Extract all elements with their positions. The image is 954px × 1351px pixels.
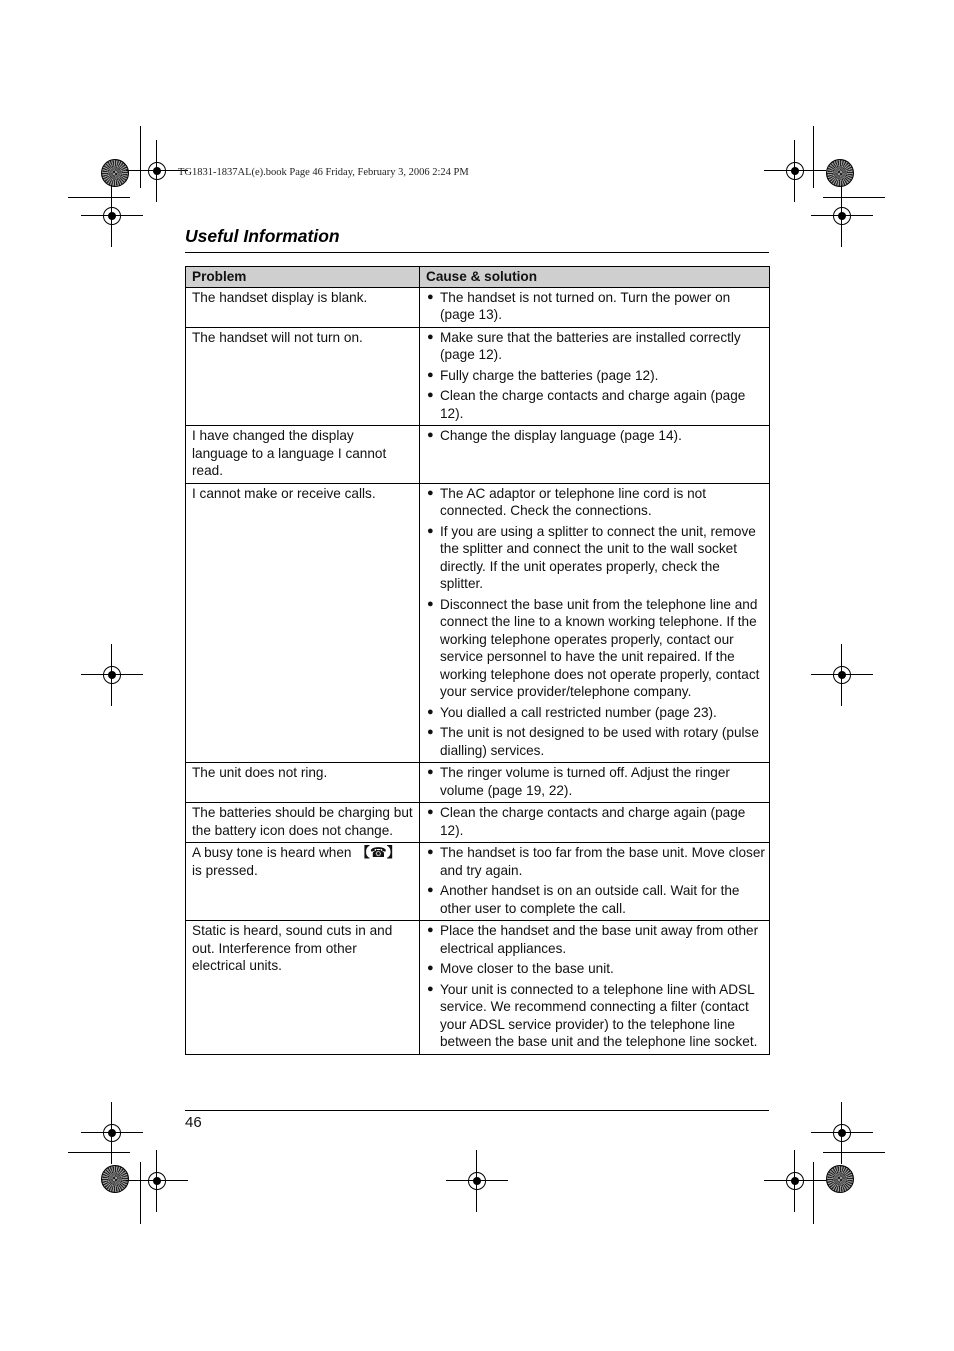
header-rule	[185, 252, 769, 253]
crosshair-mark	[831, 664, 853, 686]
solution-item	[427, 704, 765, 722]
crosshair-mark	[831, 1122, 853, 1144]
solution-cell	[420, 803, 770, 843]
table-row	[186, 763, 770, 803]
table-row	[186, 327, 770, 426]
bullet-icon: ●	[427, 429, 434, 441]
problem-text: A busy tone is heard when	[192, 845, 352, 860]
bullet-icon: ●	[427, 726, 434, 738]
solution-text: Make sure that the batteries are installed correctly (page 12).	[440, 329, 741, 362]
trim-line	[68, 1152, 130, 1153]
page-number: 46	[185, 1114, 202, 1131]
registration-rosette-top-right	[826, 159, 854, 187]
crosshair-mark	[146, 160, 168, 182]
solution-text: Change the display language (page 14).	[440, 428, 682, 443]
column-header-cause-solution: Cause & solution	[420, 267, 770, 288]
problem-cell: The unit does not ring.	[186, 763, 420, 803]
table-row	[186, 843, 770, 921]
bullet-icon: ●	[427, 884, 434, 896]
solution-text: Another handset is on an outside call. Wait for the other user to complete the call.	[440, 883, 740, 916]
trim-line	[140, 1162, 141, 1224]
bullet-icon: ●	[427, 368, 434, 381]
solution-item	[427, 882, 765, 917]
column-header-problem: Problem	[186, 267, 420, 288]
bullet-icon: ●	[427, 962, 434, 974]
footer-rule	[185, 1110, 769, 1111]
solution-text: Clean the charge contacts and charge again (page 12).	[440, 805, 746, 838]
solution-item	[427, 596, 765, 701]
registration-rosette-bottom-left	[101, 1165, 129, 1193]
trim-line	[823, 1152, 885, 1153]
trim-line	[68, 197, 130, 198]
solution-cell	[420, 426, 770, 484]
section-title: Useful Information	[185, 226, 340, 246]
bullet-icon: ●	[427, 766, 434, 778]
solution-item	[427, 844, 765, 879]
solution-text: Clean the charge contacts and charge again (page 12).	[440, 388, 746, 421]
solution-text: Place the handset and the base unit away from other electrical appliances.	[440, 923, 759, 956]
solution-item	[427, 804, 765, 839]
crosshair-mark	[784, 160, 806, 182]
bullet-icon: ●	[427, 524, 434, 537]
solution-cell	[420, 483, 770, 763]
bullet-icon: ●	[427, 597, 434, 610]
trim-line	[813, 126, 814, 188]
solution-text: You dialled a call restricted number (page 23).	[440, 704, 717, 720]
solution-item	[427, 960, 765, 978]
bullet-icon: ●	[427, 806, 434, 818]
table-row	[186, 483, 770, 763]
solution-text: Fully charge the batteries (page 12).	[440, 367, 659, 383]
solution-item	[427, 485, 765, 520]
trim-line	[140, 126, 141, 188]
problem-cell: The handset will not turn on.	[186, 327, 420, 426]
solution-text: If you are using a splitter to connect the unit, remove the splitter and connect the unit to the wall socket directly. If the unit operates properly, check the splitter.	[440, 523, 756, 591]
solution-text: Disconnect the base unit from the telephone line and connect the line to a known working telephone. If the working telephone operates properly, contact our service personnel to have the unit repaired. If the working telephone does not operate properly, contact your service provider/telephone company.	[440, 596, 760, 699]
trim-line	[813, 1162, 814, 1224]
bullet-icon: ●	[427, 705, 434, 718]
solution-item	[427, 523, 765, 593]
problem-cell: I cannot make or receive calls.	[186, 483, 420, 763]
table-header-row	[186, 267, 770, 288]
solution-item	[427, 289, 765, 324]
talk-key-icon: 【☎】	[356, 845, 401, 860]
solution-item	[427, 724, 765, 759]
crosshair-mark	[101, 664, 123, 686]
solution-cell	[420, 921, 770, 1055]
table-row	[186, 921, 770, 1055]
table-row	[186, 426, 770, 484]
trim-line	[823, 197, 885, 198]
solution-item	[427, 329, 765, 364]
solution-text: The ringer volume is turned off. Adjust the ringer volume (page 19, 22).	[440, 765, 730, 798]
registration-rosette-bottom-right	[826, 1165, 854, 1193]
solution-item	[427, 387, 765, 422]
crosshair-mark	[831, 205, 853, 227]
solution-cell	[420, 763, 770, 803]
problem-cell	[186, 843, 420, 921]
solution-item	[427, 367, 765, 385]
solution-item	[427, 764, 765, 799]
bullet-icon: ●	[427, 846, 434, 858]
table-row	[186, 803, 770, 843]
crosshair-mark	[784, 1170, 806, 1192]
crosshair-mark	[101, 1122, 123, 1144]
solution-cell	[420, 843, 770, 921]
bullet-icon: ●	[427, 330, 434, 343]
problem-text: is pressed.	[192, 862, 258, 878]
solution-text: The AC adaptor or telephone line cord is not connected. Check the connections.	[440, 485, 707, 518]
crosshair-mark	[146, 1170, 168, 1192]
bullet-icon: ●	[427, 982, 434, 995]
problem-cell: Static is heard, sound cuts in and out. Interference from other electrical units.	[186, 921, 420, 1055]
print-header: TG1831-1837AL(e).book Page 46 Friday, February 3, 2006 2:24 PM	[178, 167, 469, 178]
solution-item	[427, 922, 765, 957]
bullet-icon: ●	[427, 290, 434, 303]
bullet-icon: ●	[427, 486, 434, 499]
problem-cell: I have changed the display language to a language I cannot read.	[186, 426, 420, 484]
table-row	[186, 287, 770, 327]
bullet-icon: ●	[427, 389, 434, 401]
solution-cell	[420, 327, 770, 426]
solution-text: Move closer to the base unit.	[440, 961, 614, 976]
solution-text: The handset is too far from the base unit. Move closer and try again.	[440, 845, 765, 878]
crosshair-mark	[466, 1170, 488, 1192]
problem-cell: The handset display is blank.	[186, 287, 420, 327]
solution-text: The unit is not designed to be used with rotary (pulse dialling) services.	[440, 725, 759, 758]
solution-cell	[420, 287, 770, 327]
solution-text: Your unit is connected to a telephone line with ADSL service. We recommend connecting a filter (contact your ADSL service provider) to the telephone line between the base unit and the telephone line socket.	[440, 981, 758, 1049]
registration-rosette-top-left	[101, 159, 129, 187]
solution-item	[427, 981, 765, 1051]
solution-item	[427, 427, 765, 445]
solution-text: The handset is not turned on. Turn the power on (page 13).	[440, 289, 731, 322]
crosshair-mark	[101, 205, 123, 227]
troubleshooting-table	[185, 266, 770, 1055]
bullet-icon: ●	[427, 924, 434, 936]
problem-cell: The batteries should be charging but the battery icon does not change.	[186, 803, 420, 843]
